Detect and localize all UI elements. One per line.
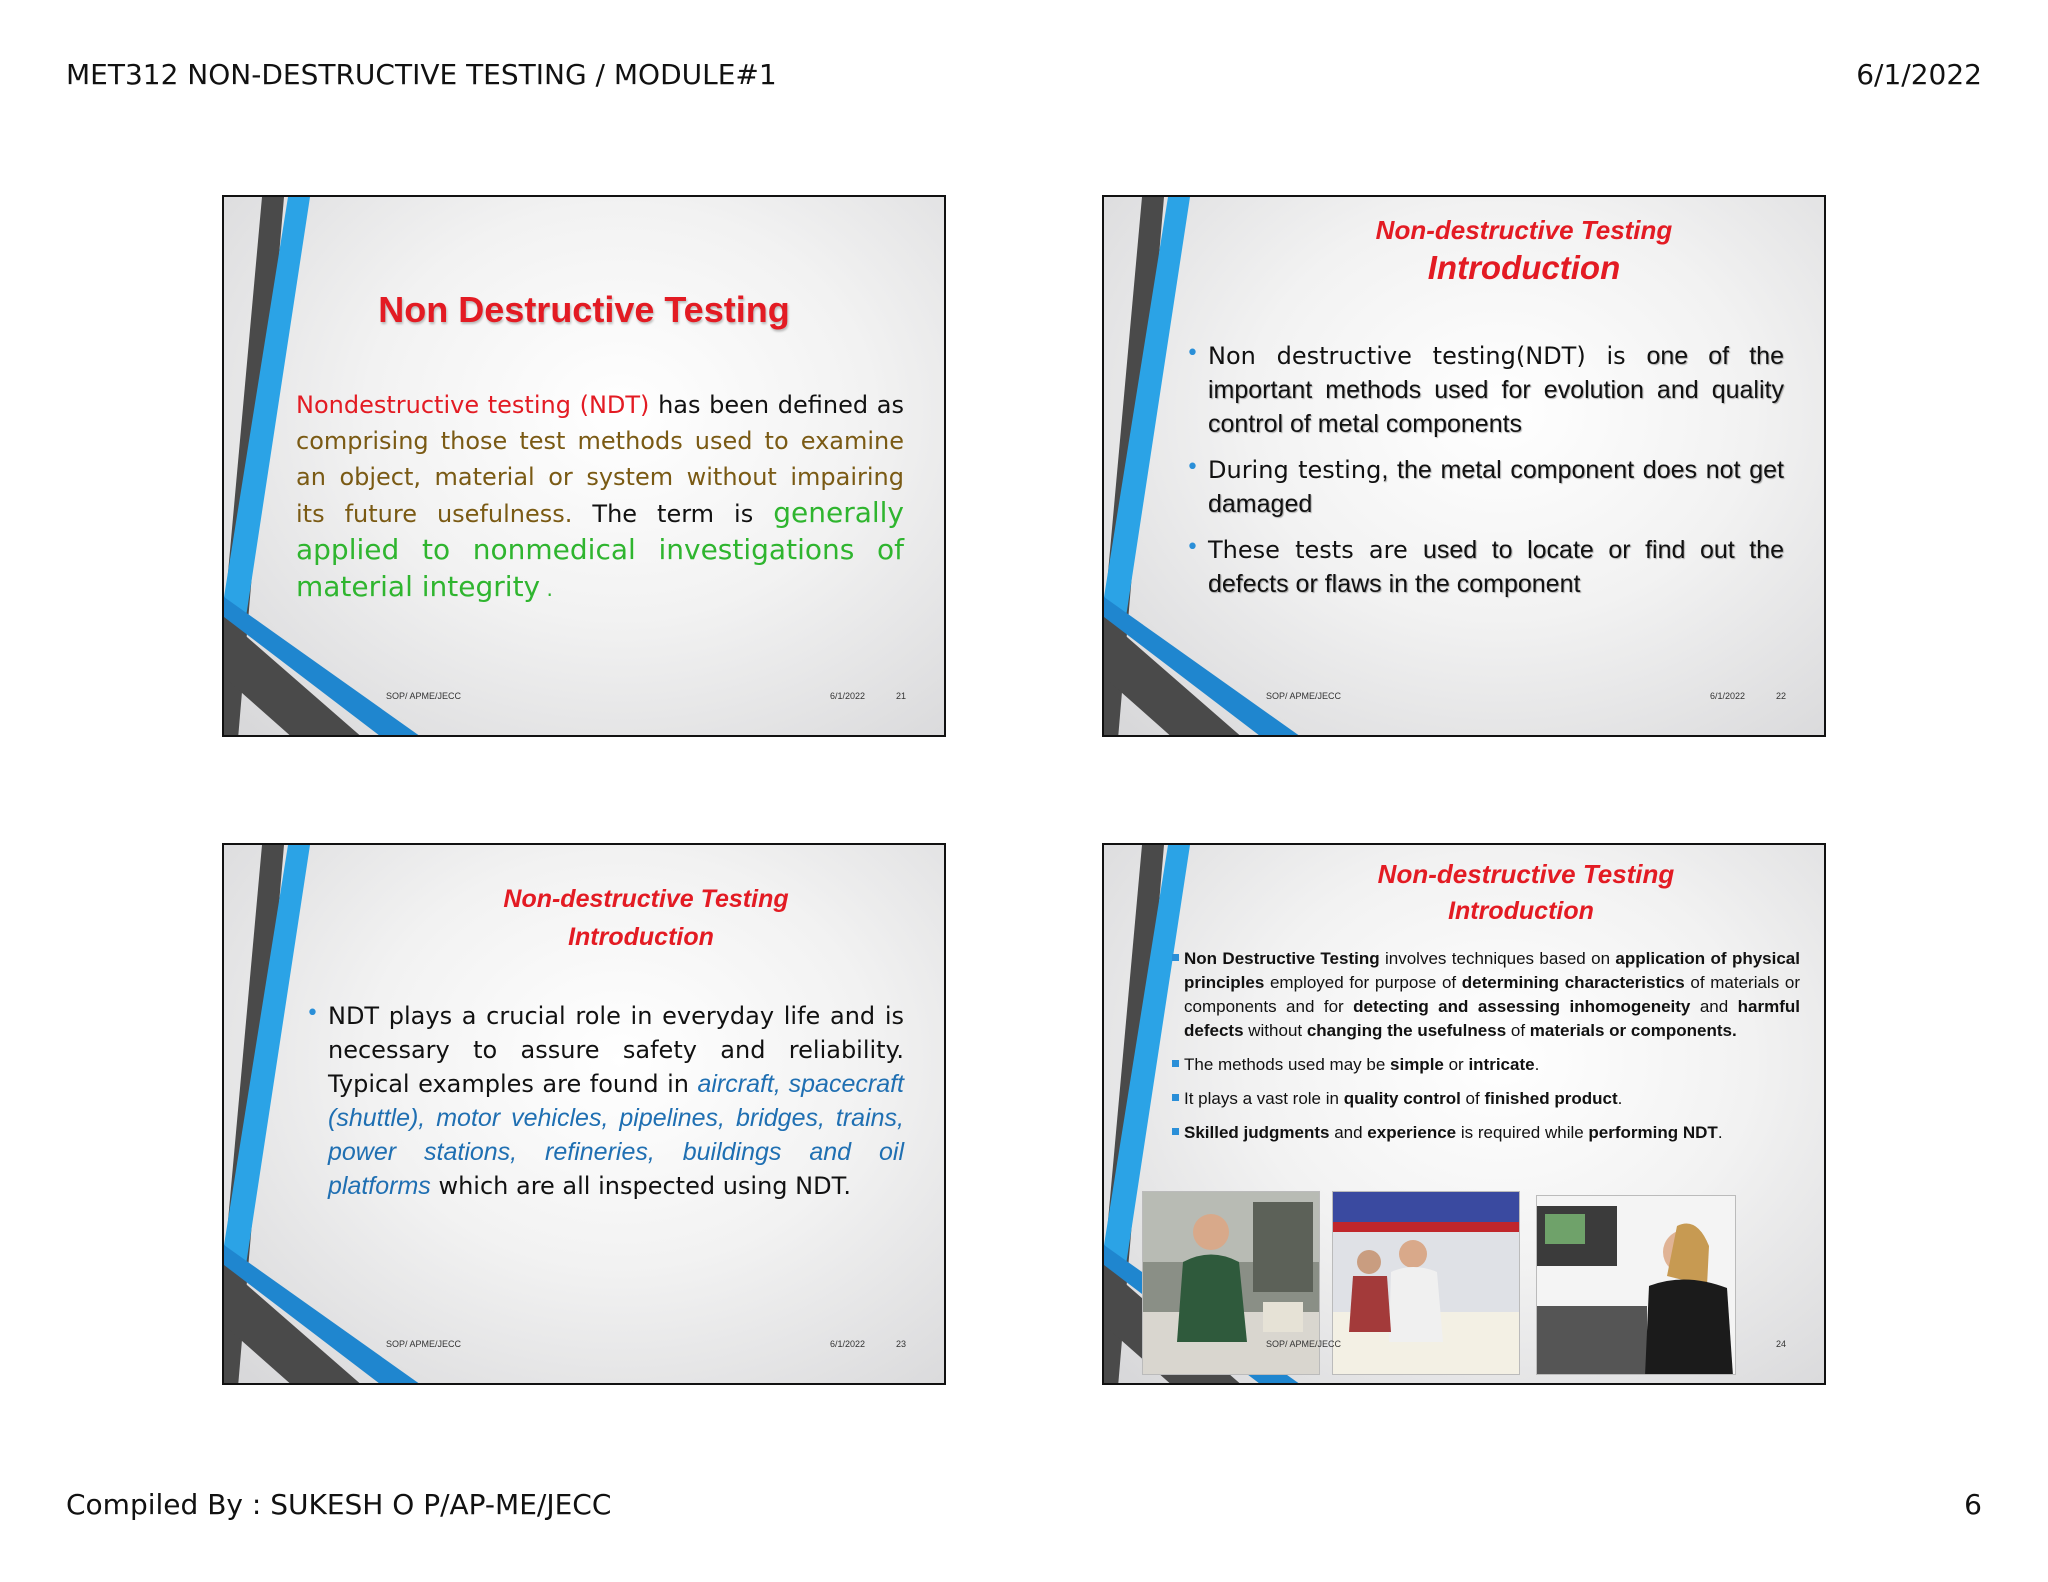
slide-thumbnail-22 (1102, 195, 1826, 737)
body-application: generally applied to nonmedical investigations of material integrity (296, 496, 905, 603)
body-text: has been defined as (649, 391, 904, 419)
bullet-icon: • (1186, 455, 1199, 480)
text: involves techniques based on (1379, 949, 1616, 968)
text: without (1243, 1021, 1307, 1040)
body-definition: comprising those test methods used to examine an object, material or system without impairing its future usefulness. (296, 427, 904, 528)
bold-text: quality control (1343, 1089, 1461, 1108)
list-item (1186, 453, 1784, 521)
body-text: NDT plays a crucial role in everyday life and is necessary to assure safety and reliability. Typical examples are found in (328, 1002, 904, 1098)
bullet-emphasis: one of the important methods used for evolution and quality control of metal components (1208, 342, 1784, 438)
bold-text: intricate (1468, 1055, 1535, 1074)
slide-footer-number: 24 (1776, 1339, 1787, 1349)
slide-subtitle: Non-destructive Testing (503, 885, 789, 913)
text: or (1443, 1055, 1469, 1074)
list-item (1186, 533, 1784, 601)
bullet-text: These tests are (1208, 536, 1423, 564)
bold-text: harmful defects (1184, 997, 1800, 1040)
slide-footer-number: 22 (1776, 691, 1787, 701)
slide-footer-number: 21 (896, 691, 907, 701)
slide-subtitle: Non-destructive Testing (1377, 859, 1675, 889)
bold-text: performing NDT (1588, 1123, 1718, 1142)
slide-title: Introduction (568, 923, 714, 951)
page-header (66, 58, 1982, 91)
body-term: Nondestructive testing (NDT) (296, 391, 650, 419)
bullet-emphasis: used to locate or find out the defects or flaws in the component (1208, 536, 1784, 598)
list-item (1186, 339, 1784, 441)
body-examples: aircraft, spacecraft (shuttle), motor vehicles, pipelines, bridges, trains, power stations, refineries, buildings and oil platforms (328, 1070, 904, 1200)
text: . (1534, 1055, 1540, 1074)
bullet-icon: • (1186, 341, 1199, 366)
text: . (1617, 1089, 1623, 1108)
bold-text: determining characteristics (1461, 973, 1685, 992)
header-course-title: MET312 NON-DESTRUCTIVE TESTING / MODULE#1 (66, 58, 777, 91)
text: It plays a vast role in (1184, 1089, 1344, 1108)
text: The methods used may be (1184, 1055, 1391, 1074)
text: of (1460, 1089, 1485, 1108)
slide-thumbnail-21 (222, 195, 946, 737)
slide-footer-author: SOP/ APME/JECC (386, 691, 462, 701)
text: is required while (1456, 1123, 1589, 1142)
slide-footer-date: 6/1/2022 (830, 691, 866, 701)
photo-field-testing (1332, 1191, 1520, 1375)
bullet-icon: • (306, 1001, 319, 1026)
slide-thumbnail-23 (222, 843, 946, 1385)
page-footer (66, 1488, 1982, 1521)
list-item (1172, 947, 1800, 1043)
bold-text: experience (1367, 1123, 1457, 1142)
body-text: which are all inspected using NDT. (430, 1172, 852, 1200)
slide-title: Introduction (1427, 249, 1621, 286)
square-bullet-icon (1172, 954, 1179, 961)
bold-text: Skilled judgments (1184, 1123, 1330, 1142)
text: . (1717, 1123, 1723, 1142)
slide-footer-author: SOP/ APME/JECC (1266, 1339, 1342, 1349)
bullet-text: Non destructive testing(NDT) is (1208, 342, 1647, 370)
bold-text: finished product (1484, 1089, 1618, 1108)
bullet-emphasis: , the metal component does not get damaged (1208, 456, 1784, 518)
footer-compiler: Compiled By : SUKESH O P/AP-ME/JECC (66, 1488, 612, 1521)
slide-footer-author: SOP/ APME/JECC (1266, 691, 1342, 701)
photo-lab-instrument (1536, 1195, 1736, 1375)
text: of (1506, 1021, 1530, 1040)
text: employed for purpose of (1264, 973, 1462, 992)
slide-title: Non Destructive Testing (378, 289, 790, 330)
bold-text: Non Destructive Testing (1184, 949, 1380, 968)
body-period: . (540, 577, 553, 601)
list-item (1172, 1053, 1800, 1077)
slide-footer-date: 6/1/2022 (1710, 691, 1746, 701)
slide-body (306, 999, 904, 1203)
body-text: The term is (572, 500, 774, 528)
slide-thumbnail-24 (1102, 843, 1826, 1385)
bullet-icon: • (1186, 535, 1199, 560)
bullet-list (1186, 339, 1784, 613)
bold-text: detecting and assessing inhomogeneity (1353, 997, 1691, 1016)
slide-title: Introduction (1448, 897, 1594, 925)
bold-text: changing the usefulness (1306, 1021, 1507, 1040)
list-item (1172, 1087, 1800, 1111)
slide-footer-date: 6/1/2022 (830, 1339, 866, 1349)
bold-text: materials or components. (1529, 1021, 1737, 1040)
text: and (1690, 997, 1738, 1016)
footer-page-number: 6 (1964, 1488, 1982, 1521)
bullet-list (1172, 947, 1800, 1155)
square-bullet-icon (1172, 1060, 1179, 1067)
square-bullet-icon (1172, 1094, 1179, 1101)
bold-text: simple (1390, 1055, 1444, 1074)
slide-footer-number: 23 (896, 1339, 907, 1349)
list-item (1172, 1121, 1800, 1145)
text: and (1329, 1123, 1368, 1142)
slide-subtitle: Non-destructive Testing (1375, 215, 1673, 245)
square-bullet-icon (1172, 1128, 1179, 1135)
header-date: 6/1/2022 (1856, 58, 1982, 91)
slide-body (296, 387, 904, 607)
text: of materials or components and for (1184, 973, 1800, 1016)
slide-footer-author: SOP/ APME/JECC (386, 1339, 462, 1349)
bullet-text: During testing (1208, 456, 1382, 484)
bold-text: application of physical principles (1184, 949, 1800, 992)
